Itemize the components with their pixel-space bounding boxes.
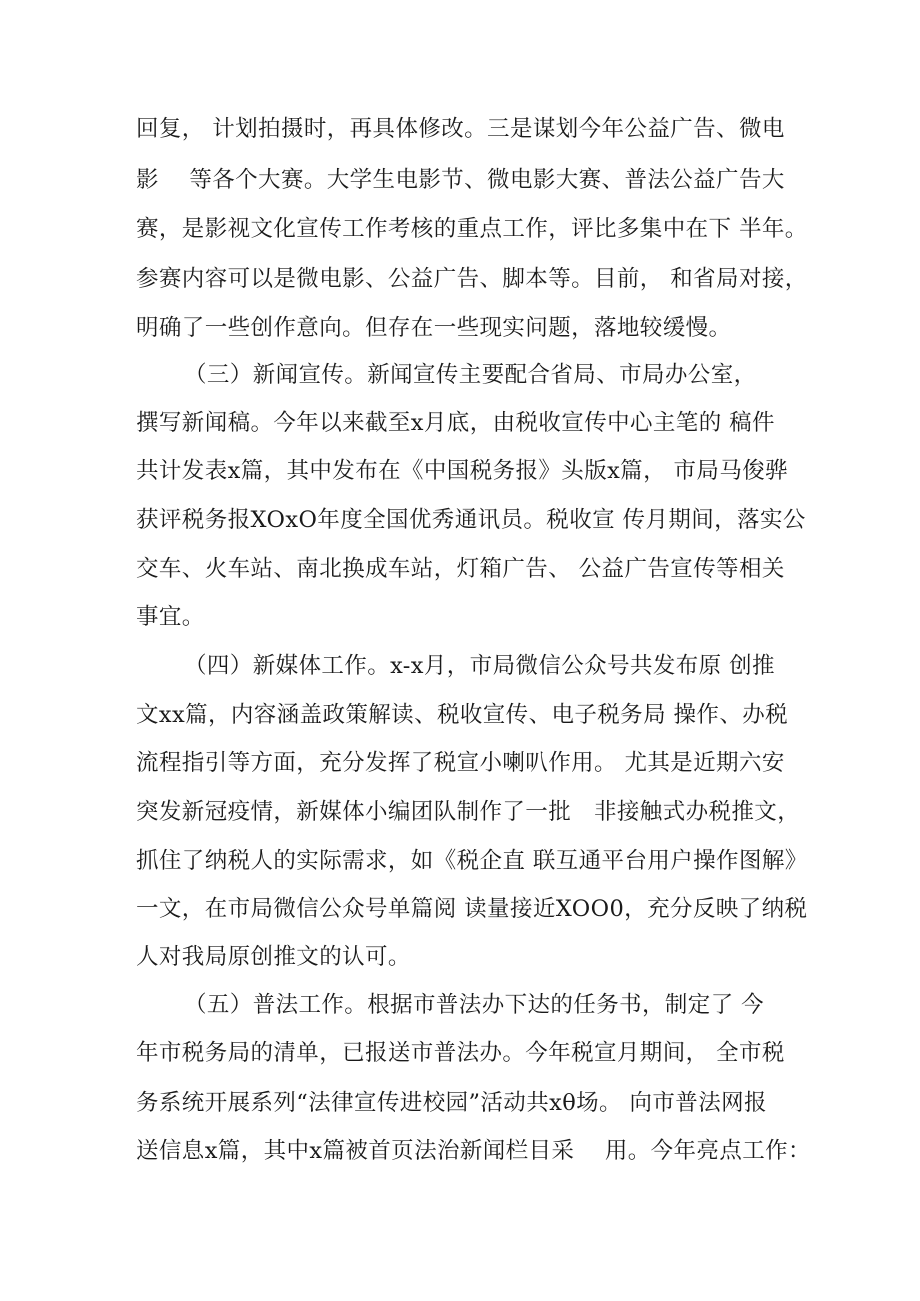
text-line: 务系统开展系列“法律宣传进校园”活动共xθ场。 向市普法网报 xyxy=(136,1090,767,1116)
text-line: 事宜。 xyxy=(136,604,205,630)
paragraph-heading-line: （四）新媒体工作。x-x月，市局微信公众号共发布原 创推 xyxy=(184,653,775,679)
text-line: 送信息x篇，其中x篇被首页法治新闻栏目采 用。今年亮点工作： xyxy=(136,1138,811,1164)
text-line: 交车、火车站、南北换成车站，灯箱广告、 公益广告宣传等相关 xyxy=(136,556,785,582)
text-line: 突发新冠疫情，新媒体小编团队制作了一批 非接触式办税推文， xyxy=(136,799,801,825)
text-line: 流程指引等方面，充分发挥了税宣小喇叭作用。 尤其是近期六安 xyxy=(136,750,785,776)
text-line: 回复， 计划拍摄时，再具体修改。三是谋划今年公益广告、微电 xyxy=(136,116,785,142)
text-line: 撰写新闻稿。今年以来截至x月底，由税收宣传中心主笔的 稿件 xyxy=(136,410,775,436)
text-line: 文xx篇，内容涵盖政策解读、税收宣传、电子税务局 操作、办税 xyxy=(136,702,789,728)
text-line: 明确了一些创作意向。但存在一些现实问题，落地较缓慢。 xyxy=(136,315,732,341)
text-line: 一文，在市局微信公众号单篇阅 读量接近XOO0，充分反映了纳税 xyxy=(136,896,808,922)
text-line: 人对我局原创推文的认可。 xyxy=(136,944,411,970)
text-line: 赛，是影视文化宣传工作考核的重点工作，评比多集中在下 半年。 xyxy=(136,216,808,242)
text-line: 获评税务报XOxO年度全国优秀通讯员。税收宣 传月期间，落实公 xyxy=(136,507,806,533)
paragraph-heading-line: （五）普法工作。根据市普法办下达的任务书，制定了 今 xyxy=(184,992,765,1018)
text-line: 共计发表x篇，其中发布在《中国税务报》头版x篇， 市局马俊骅 xyxy=(136,458,789,484)
text-line: 参赛内容可以是微电影、公益广告、脚本等。目前， 和省局对接， xyxy=(136,266,808,292)
text-line: 影 等各个大赛。大学生电影节、微电影大赛、普法公益广告大 xyxy=(136,167,785,193)
text-line: 抓住了纳税人的实际需求，如《税企直 联互通平台用户操作图解》 xyxy=(136,848,808,874)
paragraph-heading-line: （三）新闻宣传。新闻宣传主要配合省局、市局办公室， xyxy=(184,362,757,388)
text-line: 年市税务局的清单，已报送市普法办。今年税宣月期间， 全市税 xyxy=(136,1040,785,1066)
